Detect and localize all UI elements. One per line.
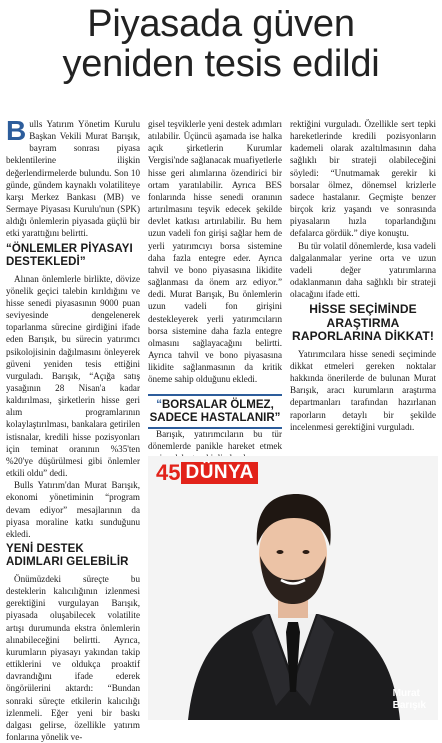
paragraph: Önümüzdeki süreçte bu desteklerin kalıcılığının izlenmesi gerektiğini vurgulayan Barışık, piyasada oluşabilecek volatilite artışı durumunda ekstra önlemlerin alınabileceğini belirtti. Ayrıca, kurumların piyasayı yakından takip ettiklerini ve oldukça proaktif davrandığını ifade ederek öngörülerini aktardı: “Bundan sonraki süreçte etkilerin kalıcılığı izlenmeli. Eğer yeni bir baskı dalgası gelirse, özellikle yatırım fonlarına yönelik ve- <box>6 574 140 743</box>
article-headline <box>0 4 442 84</box>
paragraph: Bu tür volatil dönemlerde, kısa vadeli dalgalanmalar yerine orta ve uzun vadeli değer yatırımlarına odaklanmanın daha sağlıklı bir strateji olacağını ifade etti. <box>290 240 436 300</box>
lead-paragraph: Bulls Yatırım Yönetim Kurulu Başkan Vekili Murat Barışık, bayram sonrası piyasa beklentilerine ilişkin değerlendirmelerde bulundu. Son 10 günde, gündem kaynaklı volatiliteye karşı Merkez Bankası (MB) ve Sermaye Piyasası Kurulu'nun (SPK) aldığı önlemlerin piyasada güçlü bir etki yarattığını belirtti. <box>6 115 140 239</box>
column-1 <box>6 115 140 743</box>
headline-line-2: yeniden tesis edildi <box>62 43 380 85</box>
portrait-photo <box>148 456 438 720</box>
paragraph: Bulls Yatırım'dan Murat Barışık, ekonomi yönetiminin “program devam ediyor” mesajlarının da piyasa moraline katkı sunduğunu ekledi. <box>6 480 140 539</box>
paragraph: gisel teşviklerle yeni destek adımları atılabilir. Üçüncü aşamada ise halka açık şirketlerin Kurumlar Vergisi'nde sağlanacak muafiyetlerle hisse geri alımlarına özendirici bir ortam yaratılabilir. Ayrıca BES fonlarında hisse senedi oranının artırılmasını teşvik edecek şekilde devlet katkısı artırılabilir. Bu hem uzun vadeli fon girişi sağlar hem de yerli yatırımcıyı borsa sistemine daha fazla entegre eder. Ayrıca tahvil ve bono piyasasına likidite sağlanması da önem arz ediyor.” dedi. Murat Barışık, Bu önlemlerin uzun vadeli fon girişini destekleyerek yerli yatırımcıların borsa sistemine daha fazla entegre olmasını sağlayacağını belirtti. Ayrıca tahvil ve bono piyasasına likidite sağlanmasının da kritik öneme sahip olduğunu ekledi. <box>148 119 282 385</box>
caption-first-name: Murat <box>392 688 420 699</box>
photo-caption <box>393 688 426 712</box>
paragraph: rektiğini vurguladı. Özellikle sert tepki hareketlerinde kredili pozisyonların kademeli olarak azaltılmasının daha sağlıklı bir strateji olabileceğini söyledi: “Unutmamak gerekir ki borsalar ölmez, dönemsel krizlerle sadece hastalanır. Geçmişte benzer birçok kriz yaşandı ve sonrasında piyasaların hızla toparlandığını defalarca gördük.” diye konuştu. <box>290 119 436 239</box>
headline-line-1: Piyasada güven <box>87 3 355 45</box>
pull-quote-text: BORSALAR ÖLMEZ, SADECE HASTALANIR” <box>149 399 281 424</box>
column-2 <box>148 118 282 416</box>
portrait-illustration <box>148 456 438 720</box>
paragraph: Yatırımcılara hisse senedi seçiminde dikkat etmeleri gereken noktalar hakkında önerilerde de bulunan Murat Barışık, aracı kurumların araştırma departmanları tarafından hazırlanan raporların detaylı bir şekilde incelenmesi gerektiğini vurguladı. <box>290 348 436 432</box>
pull-quote <box>148 394 282 429</box>
quote-mark: “ <box>156 399 162 411</box>
dropcap: B <box>6 115 27 146</box>
logo-number: 45 <box>156 460 181 485</box>
dunya-45-logo <box>156 462 258 484</box>
subheading-onlemler: “ÖNLEMLER PİYASAYI DESTEKLEDİ” <box>6 242 133 268</box>
paragraph: Barışık, yatırımcıların bu tür dönemlerde panikle hareket etmek <box>148 429 282 452</box>
paragraph: Alınan önlemlerle birlikte, dövize yönelik geçici talebin kırıldığını ve hisse senedi piyasasının 9000 puan seviyesinde dengelenerek toparlanma sürecine girdiğini ifade eden Barışık, bu sürecin yatırımcı psikolojisinin dağılmasını önleyerek güveni yeniden tesis ettiğini vurguladı. Barışık, “Açığa satış yasağının 28 Nisan'a kadar kaldırılması, şirketlerin hisse geri alım programlarının kolaylaştırılması, bankalara getirilen istisnalar, kredili hisse pozisyonları için teminat oranının %35'ten %20'ye düşürülmesi gibi önlemler etkili oldu” dedi. <box>6 273 140 479</box>
column-3 <box>290 118 436 433</box>
logo-wordmark: DÜNYA <box>181 462 257 484</box>
subheading-yeni-destek: YENİ DESTEK ADIMLARI GELEBİLİR <box>6 543 129 568</box>
subheading-hisse-secimi: HİSSE SEÇİMİNDE ARAŞTIRMA RAPORLARINA DİKKAT! <box>292 302 434 344</box>
caption-last-name: Barışık <box>392 700 426 711</box>
